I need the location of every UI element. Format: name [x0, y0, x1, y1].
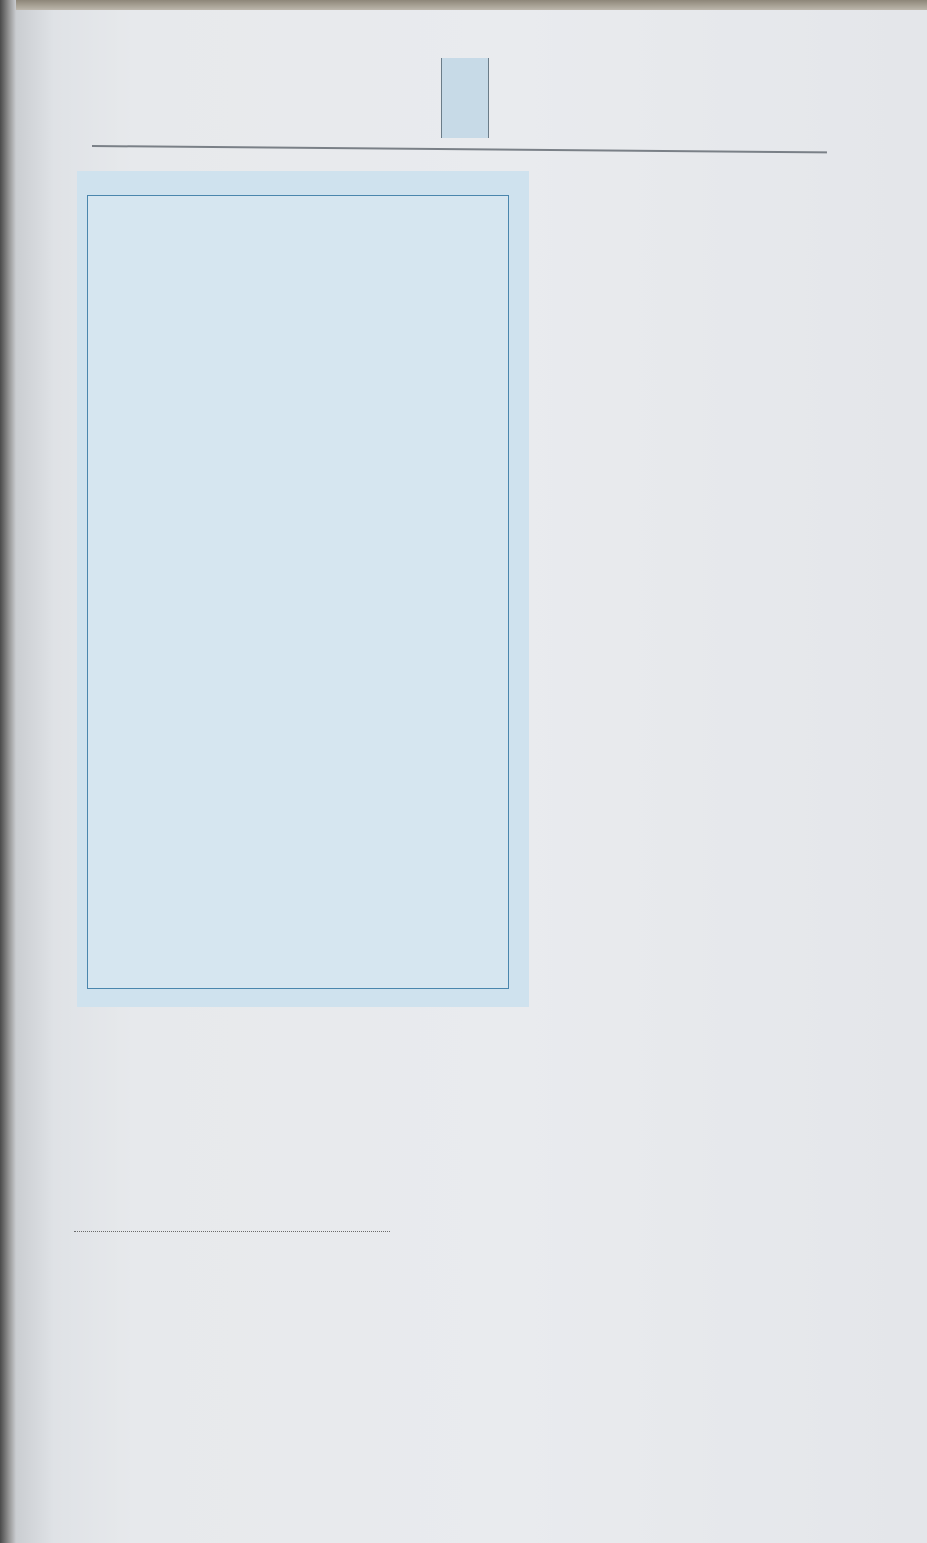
- page-binding-edge: [0, 0, 16, 1543]
- footnote-separator: [74, 1231, 390, 1232]
- page-number-box: [441, 58, 489, 138]
- arabic-text-frame: [87, 195, 509, 989]
- ornamental-border-top: [77, 171, 529, 189]
- ornamental-border-right: [511, 171, 529, 1007]
- arabic-text-panel: [77, 171, 529, 1007]
- running-header: [0, 58, 927, 138]
- ornamental-border-bottom: [77, 989, 529, 1007]
